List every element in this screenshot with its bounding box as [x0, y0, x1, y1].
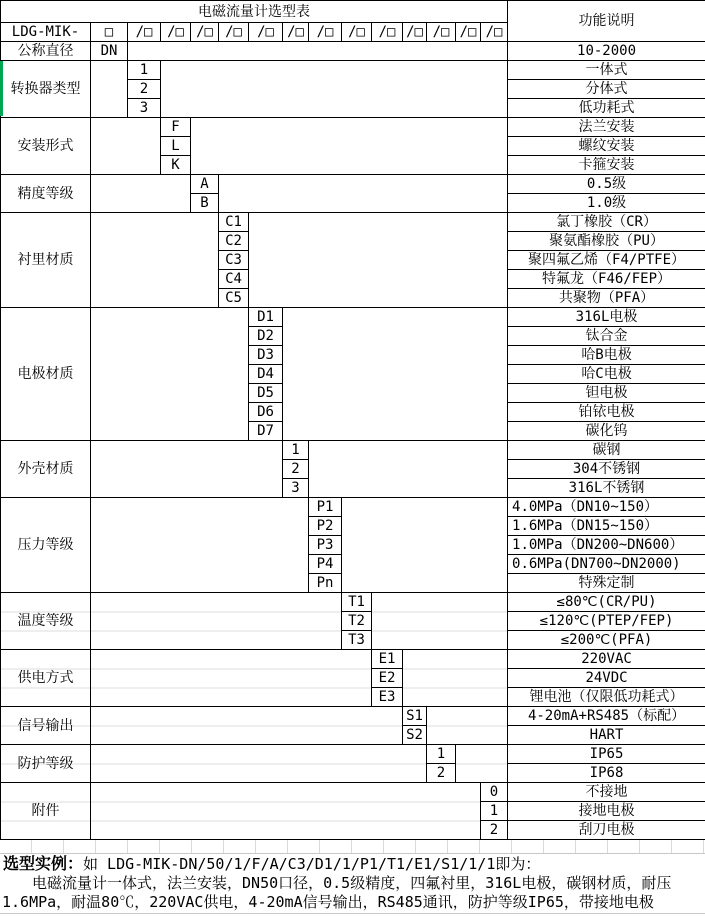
- option-code-cell: 1: [128, 61, 161, 80]
- empty-cell: [91, 213, 219, 308]
- bottom-gridline: [0, 913, 705, 914]
- empty-cell: [91, 745, 427, 783]
- option-description-cell: 1.0MPa（DN200~DN600）: [508, 536, 705, 555]
- option-description-cell: 10-2000: [508, 42, 705, 61]
- option-code-cell: C5: [219, 289, 249, 308]
- category-label: 防护等级: [1, 745, 91, 783]
- option-description-cell: 卡箍安装: [508, 156, 705, 175]
- option-code-cell: D1: [249, 308, 283, 327]
- option-description-cell: 一体式: [508, 61, 705, 80]
- option-description-cell: 4-20mA+RS485（标配）: [508, 707, 705, 726]
- option-code-cell: C3: [219, 251, 249, 270]
- category-label: 衬里材质: [1, 213, 91, 308]
- selection-example-label: 选型实例：: [3, 854, 84, 873]
- empty-cell: [91, 118, 161, 175]
- empty-cell: [91, 650, 372, 707]
- option-description-cell: 0.6MPa(DN700~DN2000): [508, 555, 705, 574]
- model-code-slot: /□: [427, 23, 456, 42]
- model-code-slot: /□: [372, 23, 403, 42]
- option-code-cell: D3: [249, 346, 283, 365]
- empty-cell: [219, 175, 508, 213]
- option-description-cell: ≤80℃(CR/PU): [508, 593, 705, 612]
- option-code-cell: A: [191, 175, 219, 194]
- empty-cell: [161, 61, 508, 118]
- empty-cell: [91, 498, 309, 593]
- option-description-cell: 碳化钨: [508, 422, 705, 441]
- option-code-cell: D6: [249, 403, 283, 422]
- option-description-cell: 聚氨酯橡胶（PU）: [508, 232, 705, 251]
- option-code-cell: 1: [283, 441, 309, 460]
- empty-cell: [91, 783, 481, 840]
- option-code-cell: C2: [219, 232, 249, 251]
- green-edge-marker: [0, 61, 3, 116]
- empty-cell: [91, 61, 128, 118]
- option-code-cell: P1: [309, 498, 342, 517]
- option-description-cell: 0.5级: [508, 175, 705, 194]
- spreadsheet-gridline-strip: [0, 840, 705, 854]
- empty-cell: [427, 707, 508, 745]
- option-description-cell: 特殊定制: [508, 574, 705, 593]
- option-description-cell: 304不锈钢: [508, 460, 705, 479]
- option-description-cell: 接地电极: [508, 802, 705, 821]
- category-label: 外壳材质: [1, 441, 91, 498]
- option-description-cell: 分体式: [508, 80, 705, 99]
- option-code-cell: L: [161, 137, 191, 156]
- option-description-cell: 钽电极: [508, 384, 705, 403]
- option-code-cell: 3: [283, 479, 309, 498]
- category-label: 转换器类型: [1, 61, 91, 118]
- option-description-cell: 4.0MPa（DN10~150）: [508, 498, 705, 517]
- option-code-cell: B: [191, 194, 219, 213]
- option-description-cell: HART: [508, 726, 705, 745]
- option-code-cell: C4: [219, 270, 249, 289]
- model-code-slot: /□: [309, 23, 342, 42]
- option-description-cell: 聚四氟乙烯（F4/PTFE）: [508, 251, 705, 270]
- empty-cell: [456, 745, 508, 783]
- option-description-cell: 哈C电极: [508, 365, 705, 384]
- selection-example-heading: [3, 855, 703, 873]
- category-label: 公称直径: [1, 42, 91, 61]
- empty-cell: [128, 42, 508, 61]
- empty-cell: [249, 213, 508, 308]
- model-code-slot: /□: [128, 23, 161, 42]
- option-code-cell: Pn: [309, 574, 342, 593]
- option-description-cell: ≤120℃(PTEP/FEP): [508, 612, 705, 631]
- option-code-cell: 0: [481, 783, 508, 802]
- selection-example-description: 电磁流量计一体式，法兰安装，DN50口径，0.5级精度，四氟衬里，316L电极，碳钢材质，耐压1.6MPa，耐温80℃，220VAC供电，4-20mA信号输出，RS485通讯，防护等级IP65，带接地电极: [2, 874, 672, 911]
- option-description-cell: 钛合金: [508, 327, 705, 346]
- option-description-cell: 铂铱电极: [508, 403, 705, 422]
- empty-cell: [309, 441, 508, 498]
- option-description-cell: 碳钢: [508, 441, 705, 460]
- option-code-cell: D5: [249, 384, 283, 403]
- selection-example-model: 如 LDG-MIK-DN/50/1/F/A/C3/D1/1/P1/T1/E1/S1/1/1即为：: [83, 855, 541, 873]
- model-code-slot: /□: [342, 23, 372, 42]
- option-description-cell: IP65: [508, 745, 705, 764]
- option-code-cell: 1: [427, 745, 456, 764]
- option-code-cell: E3: [372, 688, 403, 707]
- option-description-cell: 1.6MPa（DN15~150）: [508, 517, 705, 536]
- category-label: 电极材质: [1, 308, 91, 441]
- model-code-slot: /□: [403, 23, 427, 42]
- option-description-cell: 低功耗式: [508, 99, 705, 118]
- option-description-cell: 24VDC: [508, 669, 705, 688]
- empty-cell: [91, 308, 249, 441]
- option-code-cell: F: [161, 118, 191, 137]
- empty-cell: [191, 118, 508, 175]
- function-description-header: 功能说明: [508, 1, 705, 42]
- category-label: 供电方式: [1, 650, 91, 707]
- option-code-cell: 3: [128, 99, 161, 118]
- option-code-cell: T1: [342, 593, 372, 612]
- option-code-cell: E2: [372, 669, 403, 688]
- option-code-cell: 2: [283, 460, 309, 479]
- category-label: 安装形式: [1, 118, 91, 175]
- option-description-cell: 特氟龙（F46/FEP）: [508, 270, 705, 289]
- option-code-cell: T3: [342, 631, 372, 650]
- option-description-cell: 共聚物（PFA）: [508, 289, 705, 308]
- option-code-cell: 1: [481, 802, 508, 821]
- option-code-cell: D4: [249, 365, 283, 384]
- model-prefix-cell: LDG-MIK-: [1, 23, 91, 42]
- empty-cell: [403, 650, 508, 707]
- model-code-slot: /□: [191, 23, 219, 42]
- model-code-slot: /□: [481, 23, 508, 42]
- model-code-slot: /□: [161, 23, 191, 42]
- empty-cell: [283, 308, 508, 441]
- option-description-cell: 316L不锈钢: [508, 479, 705, 498]
- option-code-cell: P2: [309, 517, 342, 536]
- category-label: 附件: [1, 783, 91, 840]
- option-code-cell: T2: [342, 612, 372, 631]
- option-code-cell: K: [161, 156, 191, 175]
- model-code-slot: /□: [249, 23, 283, 42]
- option-description-cell: ≤200℃(PFA): [508, 631, 705, 650]
- category-label: 压力等级: [1, 498, 91, 593]
- option-description-cell: 刮刀电极: [508, 821, 705, 840]
- option-description-cell: 不接地: [508, 783, 705, 802]
- empty-cell: [342, 498, 508, 593]
- model-code-slot: /□: [283, 23, 309, 42]
- category-label: 信号输出: [1, 707, 91, 745]
- option-code-cell: P4: [309, 555, 342, 574]
- option-description-cell: 316L电极: [508, 308, 705, 327]
- empty-cell: [372, 593, 508, 650]
- option-code-cell: S1: [403, 707, 427, 726]
- table-title: 电磁流量计选型表: [1, 1, 508, 23]
- option-code-cell: S2: [403, 726, 427, 745]
- option-code-cell: D2: [249, 327, 283, 346]
- option-description-cell: IP68: [508, 764, 705, 783]
- category-label: 精度等级: [1, 175, 91, 213]
- option-code-cell: P3: [309, 536, 342, 555]
- option-description-cell: 螺纹安装: [508, 137, 705, 156]
- option-description-cell: 220VAC: [508, 650, 705, 669]
- option-code-cell: D7: [249, 422, 283, 441]
- option-description-cell: 锂电池（仅限低功耗式）: [508, 688, 705, 707]
- empty-cell: [91, 593, 342, 650]
- model-code-slot: /□: [219, 23, 249, 42]
- empty-cell: [91, 707, 403, 745]
- option-code-cell: DN: [91, 42, 128, 61]
- option-code-cell: E1: [372, 650, 403, 669]
- model-code-slot: □: [91, 23, 128, 42]
- category-label: 温度等级: [1, 593, 91, 650]
- option-code-cell: 2: [128, 80, 161, 99]
- option-description-cell: 哈B电极: [508, 346, 705, 365]
- empty-cell: [91, 175, 191, 213]
- model-code-slot: /□: [456, 23, 481, 42]
- option-code-cell: C1: [219, 213, 249, 232]
- option-description-cell: 氯丁橡胶（CR）: [508, 213, 705, 232]
- empty-cell: [91, 441, 283, 498]
- option-code-cell: 2: [427, 764, 456, 783]
- option-description-cell: 1.0级: [508, 194, 705, 213]
- option-description-cell: 法兰安装: [508, 118, 705, 137]
- option-code-cell: 2: [481, 821, 508, 840]
